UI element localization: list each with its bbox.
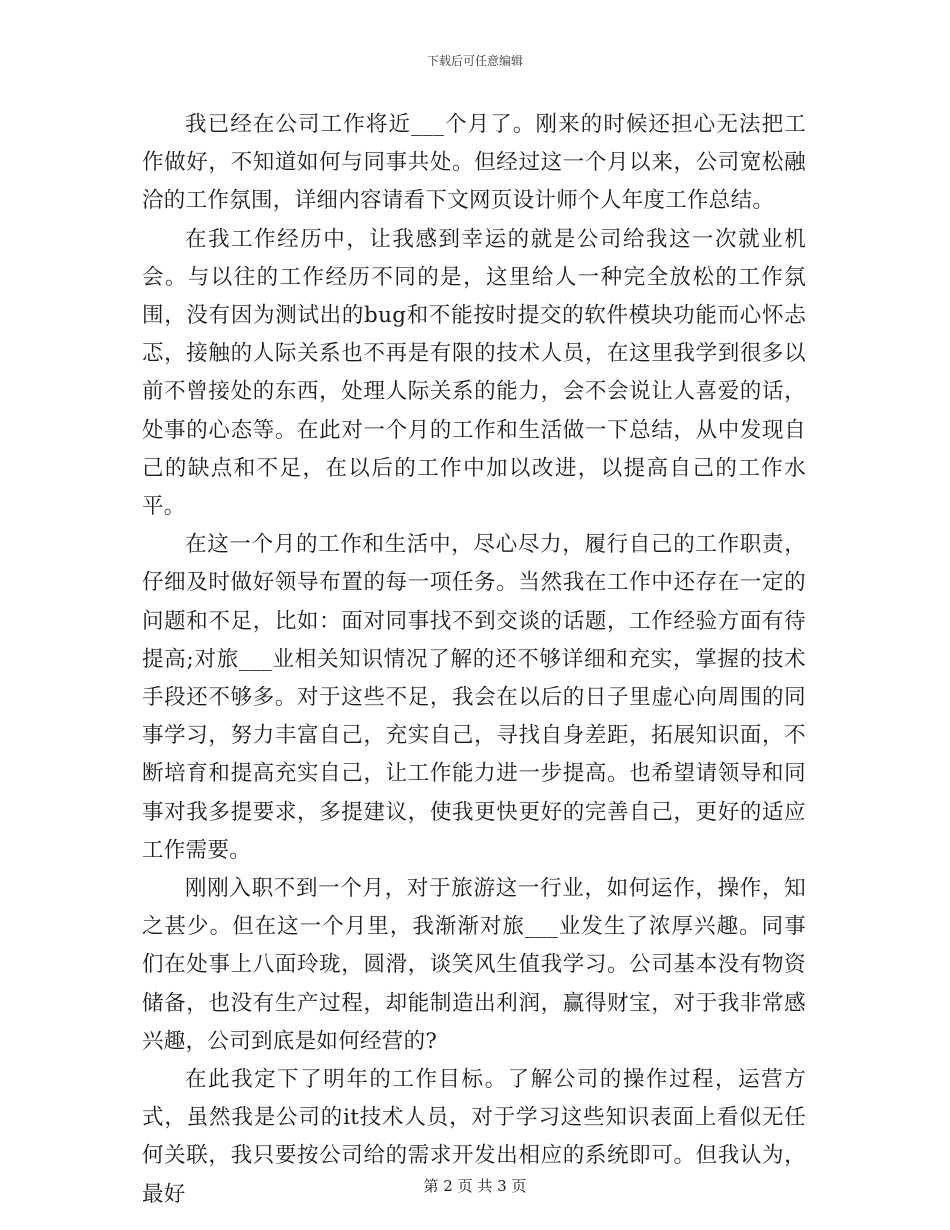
paragraph-5: 在此我定下了明年的工作目标。了解公司的操作过程，运营方式，虽然我是公司的it技术人员，对于学习这些知识表面上看似无任何关联，我只要按公司给的需求开发出相应的系统即可。但我认为，最好 bbox=[142, 1067, 806, 1207]
page-header-note: 下载后可任意编辑 bbox=[426, 54, 523, 68]
page-number: 第 2 页 共 3 页 bbox=[423, 1177, 527, 1195]
paragraph-1: 我已经在公司工作将近___个月了。刚来的时候还担心无法把工作做好，不知道如何与同事共处。但经过这一个月以来，公司宽松融洽的工作氛围，详细内容请看下文网页设计师个人年度工作总结。 bbox=[142, 112, 806, 214]
paragraph-3: 在这一个月的工作和生活中，尽心尽力，履行自己的工作职责，仔细及时做好领导布置的每一项任务。当然我在工作中还存在一定的问题和不足，比如：面对同事找不到交谈的话题，工作经验方面有待提高;对旅___业相关知识情况了解的还不够详细和充实，掌握的技术手段还不够多。对于这些不足，我会在以后的日子里虚心向周围的同事学习，努力丰富自己，充实自己，寻找自身差距，拓展知识面，不断培育和提高充实自己，让工作能力进一步提高。也希望请领导和同事对我多提要求，多提建议，使我更快更好的完善自己，更好的适应工作需要。 bbox=[142, 532, 806, 863]
paragraph-4: 刚刚入职不到一个月，对于旅游这一行业，如何运作，操作，知之甚少。但在这一个月里，我渐渐对旅___业发生了浓厚兴趣。同事们在处事上八面玲珑，圆滑，谈笑风生值我学习。公司基本没有物资储备，也没有生产过程，却能制造出利润，赢得财宝，对于我非常感兴趣，公司到底是如何经营的? bbox=[142, 876, 806, 1054]
document-body bbox=[142, 106, 806, 1214]
paragraph-2: 在我工作经历中，让我感到幸运的就是公司给我这一次就业机会。与以往的工作经历不同的是，这里给人一种完全放松的工作氛围，没有因为测试出的bug和不能按时提交的软件模块功能而心怀忐忑，接触的人际关系也不再是有限的技术人员，在这里我学到很多以前不曾接处的东西，处理人际关系的能力，会不会说让人喜爱的话，处事的心态等。在此对一个月的工作和生活做一下总结，从中发现自己的缺点和不足，在以后的工作中加以改进，以提高自己的工作水平。 bbox=[142, 226, 806, 520]
